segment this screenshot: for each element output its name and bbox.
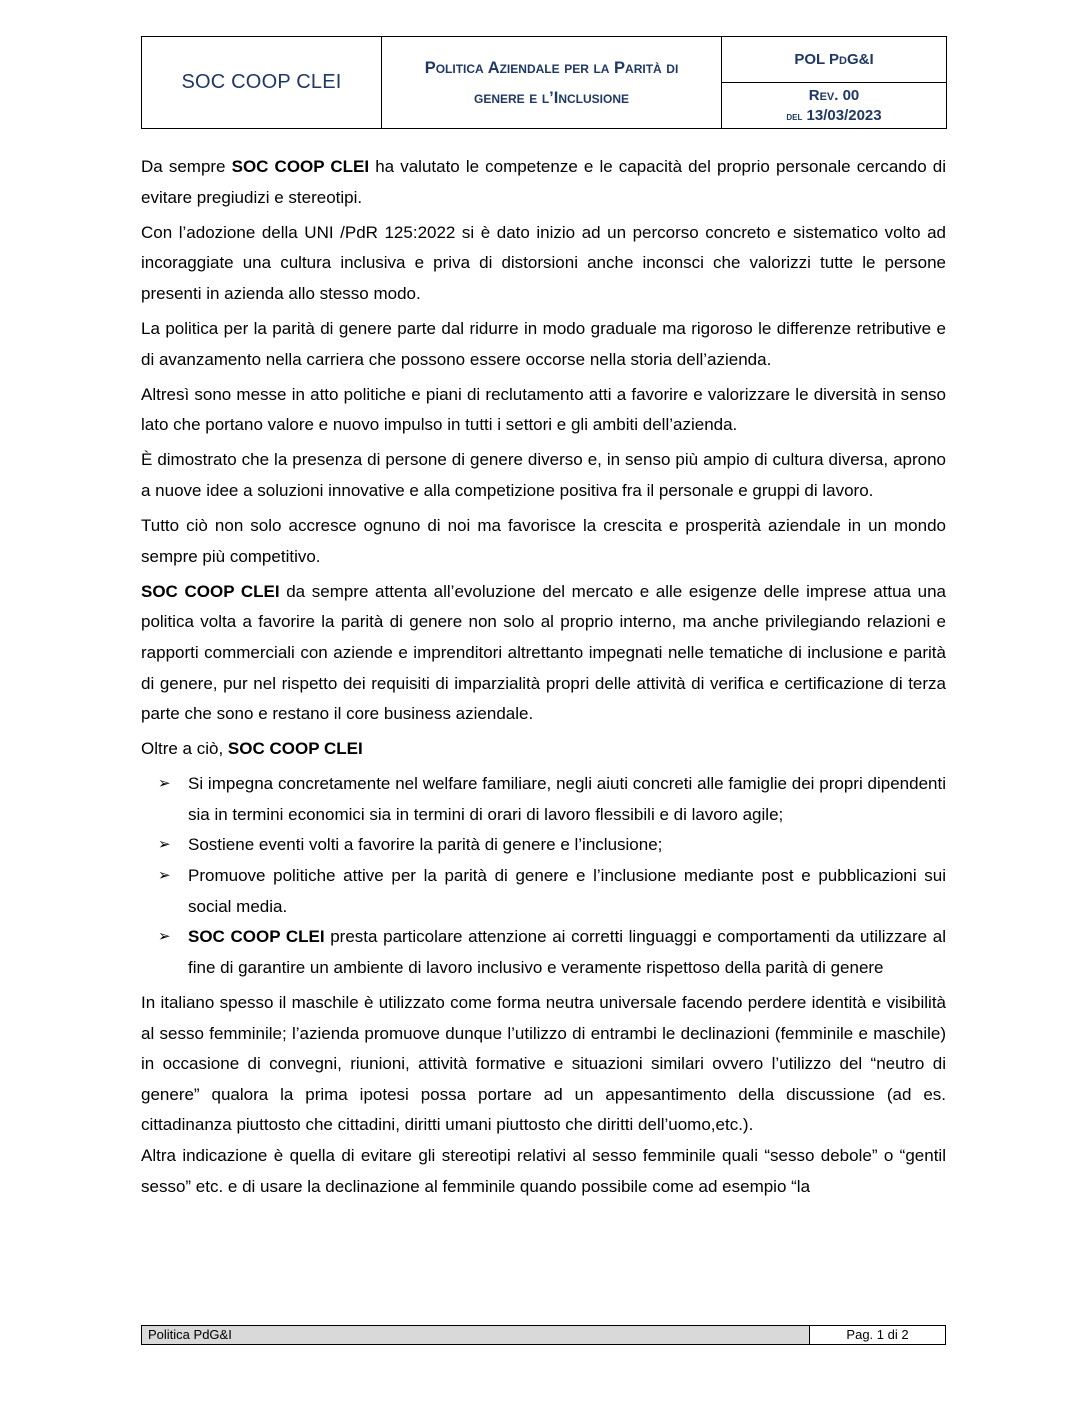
document-footer bbox=[141, 1325, 946, 1345]
document-body bbox=[141, 152, 946, 1207]
paragraph-10: Altra indicazione è quella di evitare gli stereotipi relativi al sesso femminile quali “sesso debole” o “gentil sesso” etc. e di usare la declinazione al femminile quando possibile come ad esempio “la bbox=[141, 1145, 946, 1196]
list-item-text: presta particolare attenzione ai corretti linguaggi e comportamenti da utilizzare al fine di garantire un ambiente di lavoro inclusivo e veramente rispettoso della parità di genere bbox=[188, 927, 946, 977]
list-item-text: Si impegna concretamente nel welfare familiare, negli aiuti concreti alle famiglie dei propri dipendenti sia in termini economici sia in termini di orari di lavoro flessibili e di lavoro agile; bbox=[188, 774, 946, 824]
arrow-bullet-icon: ➢ bbox=[158, 775, 171, 793]
document-header bbox=[141, 36, 947, 129]
paragraph-6: Tutto ciò non solo accresce ognuno di noi ma favorisce la crescita e prosperità aziendale in un mondo sempre più competitivo. bbox=[141, 516, 946, 566]
header-company: SOC COOP CLEI bbox=[142, 37, 382, 129]
list-item-text: Promuove politiche attive per la parità di genere e l’inclusione mediante post e pubblicazioni sui social media. bbox=[188, 866, 946, 916]
header-title-line2: genere e l’Inclusione bbox=[473, 88, 630, 107]
footer-doc-name: Politica PdG&I bbox=[142, 1326, 810, 1345]
list-item bbox=[158, 769, 946, 830]
header-revision bbox=[722, 83, 947, 129]
paragraph-3: La politica per la parità di genere parte dal ridurre in modo graduale ma rigoroso le differenze retributive e di avanzamento nella carriera che possono essere occorse nella storia dell’azienda. bbox=[141, 318, 946, 369]
commitment-list bbox=[141, 769, 946, 983]
list-item-text: Sostiene eventi volti a favorire la parità di genere e l’inclusione; bbox=[188, 835, 663, 855]
company-name: SOC COOP CLEI bbox=[231, 157, 370, 176]
paragraph-1 bbox=[141, 152, 946, 213]
paragraph-7-text: da sempre attenta all’evoluzione del mercato e alle esigenze delle imprese attua una politica volta a favorire la parità di genere non solo al proprio interno, ma anche privilegiando relazioni e rapporti commerciali con aziende e imprenditori altrettanto impegnati nelle tematiche di inclusione e parità di genere, pur nel rispetto dei requisiti di imparzialità propri delle attività di verifica e certificazione di terza parte che sono e restano il core business aziendale. bbox=[141, 581, 946, 724]
list-item bbox=[158, 830, 946, 861]
company-name: SOC COOP CLEI bbox=[188, 927, 325, 947]
paragraph-4: Altresì sono messe in atto politiche e piani di reclutamento atti a favorire e valorizzare le diversità in senso lato che portano valore e nuovo impulso in tutti i settori e gli ambiti dell’azienda. bbox=[141, 384, 946, 435]
header-title-line1: Politica Aziendale per la Parità di bbox=[424, 58, 679, 77]
arrow-bullet-icon: ➢ bbox=[158, 867, 171, 885]
paragraph-9: In italiano spesso il maschile è utilizzato come forma neutra universale facendo perdere identità e visibilità al sesso femminile; l’azienda promuove dunque l’utilizzo di entrambi le declinazioni (femminile e maschile) in occasione di convegni, riunioni, attività formative e situazioni similari ovvero l’utilizzo del “neutro di genere” qualora la prima ipotesi possa portare ad un appesantimento della discussione (ad es. cittadinanza piuttosto che cittadini, diritti umani piuttosto che diritti dell’uomo,etc.). bbox=[141, 992, 946, 1135]
header-rev-date-prefix: del bbox=[786, 108, 803, 123]
arrow-bullet-icon: ➢ bbox=[158, 836, 171, 854]
paragraph-2: Con l’adozione della UNI /PdR 125:2022 si è dato inizio ad un percorso concreto e sistematico volto ad incoraggiate una cultura inclusiva e priva di distorsioni anche inconsci che valorizzi tutte le persone presenti in azienda allo stesso modo. bbox=[141, 222, 946, 303]
paragraph-5: È dimostrato che la presenza di persone di genere diverso e, in senso più ampio di cultura diversa, aprono a nuove idee a soluzioni innovative e alla competizione positiva fra il personale e gruppi di lavoro. bbox=[141, 450, 946, 500]
header-rev-date: 13/03/2023 bbox=[806, 106, 882, 124]
paragraph-8 bbox=[141, 734, 946, 765]
header-doc-code: POL PdG&I bbox=[722, 37, 947, 83]
header-title bbox=[382, 37, 722, 129]
list-item bbox=[158, 922, 946, 983]
list-item bbox=[158, 861, 946, 922]
paragraph-7 bbox=[141, 577, 946, 730]
footer-page-number: Pag. 1 di 2 bbox=[810, 1326, 946, 1345]
company-name: SOC COOP CLEI bbox=[227, 739, 363, 759]
header-rev-number: Rev. 00 bbox=[808, 86, 860, 104]
paragraph-1-end: ha valutato le competenze e le capacità del proprio personale cercando di evitare pregiudizi e stereotipi. bbox=[141, 157, 946, 207]
arrow-bullet-icon: ➢ bbox=[158, 928, 171, 946]
paragraph-8-start: Oltre a ciò, bbox=[141, 739, 228, 759]
company-name: SOC COOP CLEI bbox=[141, 581, 280, 601]
paragraph-1-start: Da sempre bbox=[141, 157, 232, 176]
